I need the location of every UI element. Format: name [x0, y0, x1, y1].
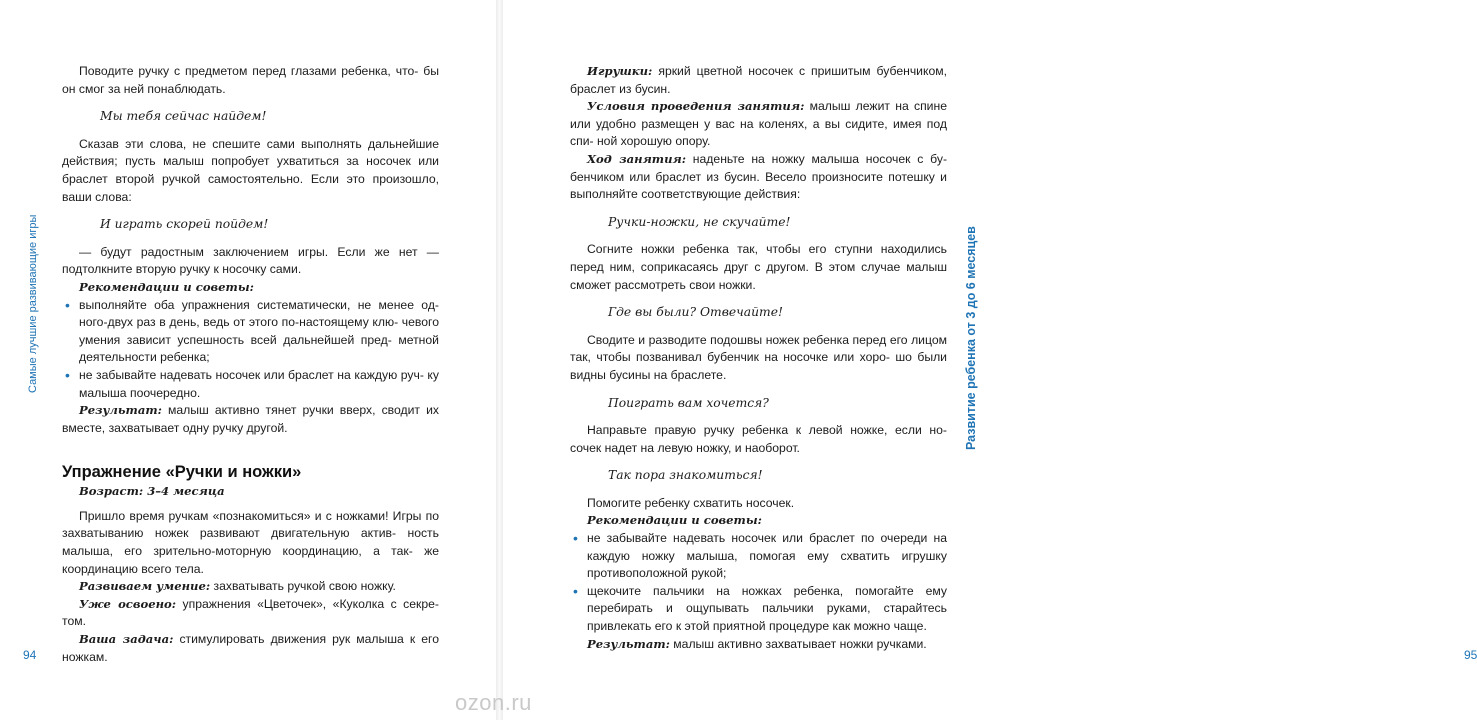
list-item: • не забывайте надевать носочек или браслет на каждую руч- ку малыша поочередно.: [62, 367, 439, 402]
result-label: Результат:: [587, 636, 670, 651]
recommendations-list: [62, 297, 439, 403]
list-item: • щекочите пальчики на ножках ребенка, помогайте ему перебирать и ощупывать пальчики руками, старайтесь привлекать его к этой приятной процедуре как можно чаще.: [570, 583, 947, 636]
task-text: стимулировать движения рук малыша к его ножкам.: [62, 632, 439, 664]
result-paragraph: [62, 402, 439, 437]
list-item: • не забывайте надевать носочек или браслет по очереди на каждую ножку малыша, помогая ему схватить игрушку противоположной рукой;: [570, 530, 947, 583]
task-paragraph: [62, 631, 439, 666]
mastered-paragraph: [62, 596, 439, 631]
watermark-logo: ozon.ru: [455, 690, 532, 715]
conditions-paragraph: [570, 98, 947, 151]
course-text: наденьте на ножку малыша носочек с бу- бенчиком или браслет из бусин. Весело произносите потешку и выполняйте соответствующие действия:: [570, 151, 948, 202]
result-paragraph: [570, 636, 947, 654]
right-text-column: [570, 63, 947, 653]
toys-text: яркий цветной носочек с пришитым бубенчиком, браслет из бусин.: [570, 64, 947, 96]
paragraph: Помогите ребенку схватить носочек.: [587, 495, 795, 510]
running-title-left: Самые лучшие развивающие игры: [27, 214, 39, 393]
recommendations-heading: [570, 512, 947, 530]
paragraph: Сказав эти слова, не спешите сами выполнять дальнейшие действия; пусть малыш попробует ухватиться за носочек или браслет второй ручкой самостоятельно. Если это произошло, ваши слова:: [62, 136, 439, 204]
result-text: малыш активно тянет ручки вверх, сводит их вместе, захватывает одну ручку другой.: [62, 403, 439, 435]
right-page: [503, 0, 1477, 720]
task-label: Ваша задача:: [79, 632, 174, 647]
left-text-column: [62, 63, 439, 666]
paragraph: Направьте правую ручку ребенка к левой ножке, если но- сочек надет на левую ножку, и наоборот.: [570, 423, 947, 455]
exercise-title: Упражнение «Ручки и ножки»: [62, 463, 302, 482]
recommendations-list: [570, 530, 947, 636]
list-item: • выполняйте оба упражнения систематически, не менее од- ного-двух раз в день, ведь от этого по-настоящему клю- чевого умения зависит успешность всей дальнейшей пред- метной деятельности ребенка;: [62, 297, 439, 367]
course-label: Ход занятия:: [587, 151, 687, 166]
age-line: [79, 483, 439, 501]
paragraph: — будут радостным заключением игры. Если же нет — подтолкните вторую ручку к носочку сами.: [62, 244, 439, 277]
left-page: [0, 0, 496, 720]
age-label: Возраст: 3–4 месяца: [79, 484, 225, 499]
page-number-right: 95: [1464, 648, 1477, 662]
skill-text: захватывать ручкой свою ножку.: [213, 579, 396, 594]
recommendations-label: Рекомендации и советы:: [79, 279, 254, 294]
book-spine: [496, 0, 503, 720]
rhyme-line: И играть скорей пойдем!: [100, 217, 269, 232]
skill-label: Развиваем умение:: [79, 579, 211, 594]
toys-label: Игрушки:: [587, 64, 653, 78]
rhyme-line: Так пора знакомиться!: [608, 468, 763, 483]
recommendations-label: Рекомендации и советы:: [587, 513, 762, 528]
paragraph: Поводите ручку с предметом перед глазами ребенка, что- бы он смог за ней понаблюдать.: [62, 64, 439, 96]
result-text: малыш активно захватывает ножки ручками.: [673, 636, 927, 651]
conditions-text: малыш лежит на спине или удобно размещен у вас на коленях, а вы сидите, имея под спи- ной хорошую опору.: [570, 99, 947, 149]
section-spacer: [62, 437, 439, 461]
running-title-right: Развитие ребенка от 3 до 6 месяцев: [964, 226, 978, 450]
paragraph: Согните ножки ребенка так, чтобы его ступни находились перед ним, соприкасаясь друг с другом. В этом случае малыш сможет рассмотреть свои ножки.: [570, 242, 947, 292]
toys-paragraph: [570, 63, 947, 98]
paragraph: Пришло время ручкам «познакомиться» и с ножками! Игры по захватыванию ножек развивают двигательную актив- ность малыша, его зрительно-моторную координацию, а так- же координацию всего тела.: [62, 508, 439, 576]
rhyme-line: Мы тебя сейчас найдем!: [100, 109, 267, 124]
course-paragraph: [570, 151, 947, 204]
rhyme-line: Ручки-ножки, не скучайте!: [608, 214, 791, 229]
rhyme-line: Поиграть вам хочется?: [608, 395, 769, 410]
mastered-label: Уже освоено:: [79, 596, 177, 611]
conditions-label: Условия проведения занятия:: [587, 99, 805, 114]
recommendations-heading: [62, 279, 439, 297]
rhyme-line: Где вы были? Отвечайте!: [608, 305, 783, 320]
skill-paragraph: [62, 578, 439, 596]
page-number-left: 94: [23, 648, 37, 662]
mastered-text: упражнения «Цветочек», «Куколка с секре- том.: [62, 596, 439, 629]
result-label: Результат:: [79, 403, 162, 418]
paragraph: Сводите и разводите подошвы ножек ребенка перед его лицом так, чтобы позванивал бубенчик на носочке или хоро- шо были видны бусины на браслете.: [570, 332, 947, 382]
